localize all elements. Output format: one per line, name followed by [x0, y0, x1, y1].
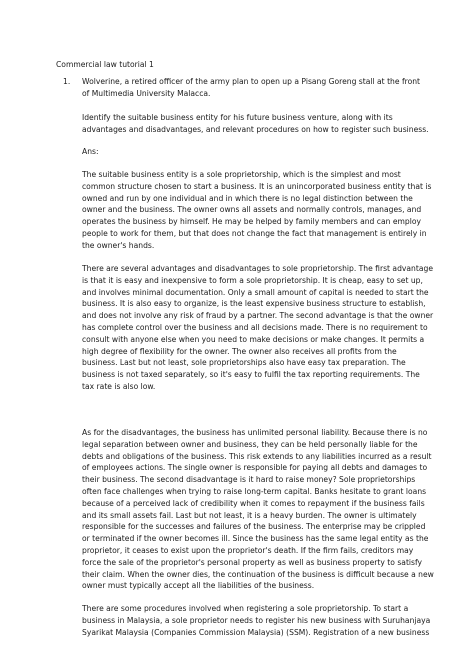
answer-paragraph-advantages: There are several advantages and disadvantages to sole proprietorship. The first advantage is that it is easy and inexpensive to form a sole proprietorship. It is cheap, easy to set up, and involves minimal documentation. Only a small amount of capital is needed to start the business. It is also easy to organize, is the least expensive business structure to establish, and does not involve any risk of fraud by a partner. The second advantage is that the owner has complete control over the business and all decisions made. There is no requirement to consult with anyone else when you need to make decisions or make changes. It permits a high degree of flexibility for the owner. The owner also receives all profits from the business. Last but not least, sole proprietorships also have easy tax preparation. The business is not taxed separately, so it's easy to fulfil the tax reporting requirements. The tax rate is also low. — [82, 264, 434, 391]
answer-label: Ans: — [82, 147, 99, 156]
document-title: Commercial law tutorial 1 — [56, 60, 154, 69]
answer-paragraph-procedures: There are some procedures involved when registering a sole proprietorship. To start a business in Malaysia, a sole proprietor needs to register his new business with Suruhanjaya Syarikat Malaysia (Companies Commission Malaysia) (SSM). Registration of a new business — [82, 604, 431, 637]
answer-paragraph-entity: The suitable business entity is a sole proprietorship, which is the simplest and most common structure chosen to start a business. It is an unincorporated business entity that is owned and run by one individual and in which there is no legal distinction between the owner and the business. The owner owns all assets and normally controls, manages, and operates the business by himself. He may be helped by family members and can employ people to work for them, but that does not change the fact that management is entirely in the owner's hands. — [82, 170, 432, 250]
question-text: Wolverine, a retired officer of the army plan to open up a Pisang Goreng stall at the front of Multimedia University Malacca. — [82, 77, 421, 98]
answer-paragraph-disadvantages: As for the disadvantages, the business has unlimited personal liability. Because there is no legal separation between owner and business, they can be held personally liable for the debts and obligations of the business. This risk extends to any liabilities incurred as a result of employees actions. The single owner is responsible for paying all debts and damages to their business. The second disadvantage is it hard to raise money? Sole proprietorships often face challenges when trying to raise long-term capital. Banks hesitate to grant loans because of a perceived lack of credibility when it comes to repayment if the business fails and its small assets fail. Last but not least, it is a heavy burden. The owner is ultimately responsible for the successes and failures of the business. The enterprise may be crippled or terminated if the owner becomes ill. Since the business has the same legal entity as the proprietor, it ceases to exist upon the proprietor's death. If the firm fails, creditors may force the sale of the proprietor's personal property as well as business property to satisfy their claim. When the owner dies, the continuation of the business is difficult because a new owner must typically accept all the liabilities of the business. — [82, 428, 434, 591]
question-number: 1. — [63, 77, 71, 86]
question-instruction: Identify the suitable business entity for his future business venture, along with its advantages and disadvantages, and relevant procedures on how to register such business. — [82, 113, 429, 134]
